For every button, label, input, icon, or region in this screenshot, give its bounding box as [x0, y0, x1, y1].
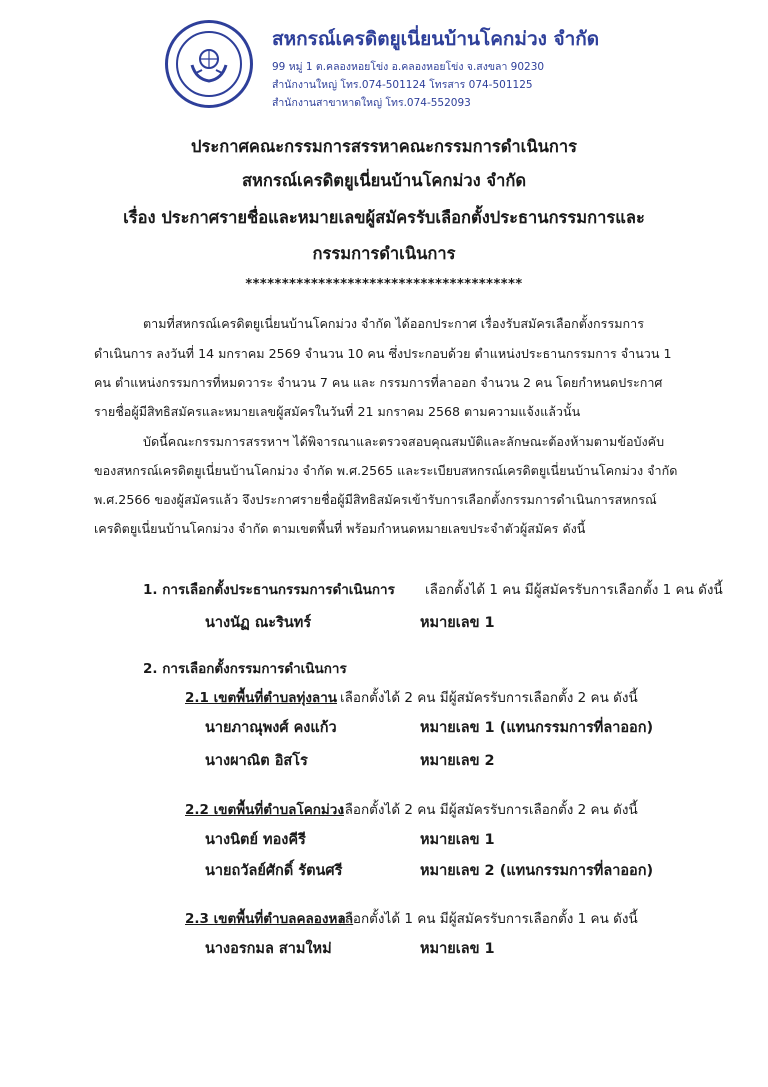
paragraph-2-line-1: บัดนี้คณะกรรมการสรรหาฯ ได้พิจารณาและตรวจสอบคุณสมบัติและลักษณะต้องห้ามตามข้อบังคับ [143, 434, 665, 449]
paragraph-2-line-2: ของสหกรณ์เครดิตยูเนี่ยนบ้านโคกม่วง จำกัด พ.ศ.2565 และระเบียบสหกรณ์เครดิตยูเนี่ยนบ้านโคกม่วง จำกัด [94, 463, 678, 478]
paragraph-1-line-1: ตามที่สหกรณ์เครดิตยูเนี่ยนบ้านโคกม่วง จำกัด ได้ออกประกาศ เรื่องรับสมัครเลือกตั้งกรรมการ [143, 316, 644, 331]
paragraph-1-line-2: ดำเนินการ ลงวันที่ 14 มกราคม 2569 จำนวน 10 คน ซึ่งประกอบด้วย ตำแหน่งประธานกรรมการ จำนวน 1 [94, 346, 672, 361]
org-address: 99 หมู่ 1 ต.คลองหอยโข่ง อ.คลองหอยโข่ง จ.สงขลา 90230 [272, 61, 545, 73]
section-1-detail: เลือกตั้งได้ 1 คน มีผู้สมัครรับการเลือกตั้ง 1 คน ดังนี้ [425, 582, 723, 598]
title-line-3: เรื่อง ประกาศรายชื่อและหมายเลขผู้สมัครรับเลือกตั้งประธานกรรมการและ [123, 208, 645, 227]
zone-detail: เลือกตั้งได้ 2 คน มีผู้สมัครรับการเลือกตั้ง 2 คน ดังนี้ [340, 690, 638, 706]
section-1-heading: 1. การเลือกตั้งประธานกรรมการดำเนินการ [143, 582, 395, 598]
candidate-name: นายภาณุพงศ์ คงแก้ว [205, 720, 337, 736]
paragraph-1-line-3: คน ตำแหน่งกรรมการที่หมดวาระ จำนวน 7 คน และ กรรมการที่ลาออก จำนวน 2 คน โดยกำหนดประกาศ [94, 375, 663, 390]
zone-label: 2.2 เขตพื้นที่ตำบลโคกม่วง [185, 802, 344, 818]
cooperative-logo [165, 20, 253, 108]
head-office-contact: สำนักงานใหญ่ โทร.074-501124 โทรสาร 074-501125 [272, 79, 533, 91]
star-divider: ************************************** [245, 277, 523, 292]
candidate-name: นางอรกมล สามใหม่ [205, 941, 332, 957]
zone-label: 2.3 เขตพื้นที่ตำบลคลองหลา [185, 911, 354, 927]
zone-detail: เลือกตั้งได้ 1 คน มีผู้สมัครรับการเลือกตั้ง 1 คน ดังนี้ [340, 911, 638, 927]
paragraph-2-line-4: เครดิตยูเนี่ยนบ้านโคกม่วง จำกัด ตามเขตพื้นที่ พร้อมกำหนดหมายเลขประจำตัวผู้สมัคร ดังนี้ [94, 521, 586, 536]
candidate-number: หมายเลข 2 (แทนกรรมการที่ลาออก) [420, 863, 654, 879]
candidate-number: หมายเลข 1 [420, 941, 495, 957]
title-line-2: สหกรณ์เครดิตยูเนี่ยนบ้านโคกม่วง จำกัด [241, 171, 527, 190]
candidate-name: นางผาณิต อิสโร [205, 753, 308, 769]
candidate-name: นายถวัลย์ศักดิ์ รัตนศรี [205, 863, 343, 879]
zone-detail: เลือกตั้งได้ 2 คน มีผู้สมัครรับการเลือกตั้ง 2 คน ดังนี้ [340, 802, 638, 818]
hands-globe-icon [168, 23, 250, 105]
paragraph-2-line-3: พ.ศ.2566 ของผู้สมัครแล้ว จึงประกาศรายชื่อผู้มีสิทธิสมัครเข้ารับการเลือกตั้งกรรมการดำเนินการสหกรณ์ [94, 492, 657, 507]
zone-label: 2.1 เขตพื้นที่ตำบลทุ่งลาน [185, 690, 338, 706]
candidate-number: หมายเลข 2 [420, 753, 495, 769]
candidate-name: นางนัฏ ณะรินทร์ [205, 615, 312, 631]
branch-office-contact: สำนักงานสาขาหาดใหญ่ โทร.074-552093 [272, 97, 471, 109]
section-2-heading: 2. การเลือกตั้งกรรมการดำเนินการ [143, 661, 347, 677]
paragraph-1-line-4: รายชื่อผู้มีสิทธิสมัครและหมายเลขผู้สมัครในวันที่ 21 มกราคม 2568 ตามความแจ้งแล้วนั้น [94, 404, 581, 419]
candidate-number: หมายเลข 1 (แทนกรรมการที่ลาออก) [420, 720, 654, 736]
candidate-number: หมายเลข 1 [420, 615, 495, 631]
org-name: สหกรณ์เครดิตยูเนี่ยนบ้านโคกม่วง จำกัด [272, 28, 600, 50]
title-line-4: กรรมการดำเนินการ [312, 244, 456, 263]
candidate-number: หมายเลข 1 [420, 832, 495, 848]
title-line-1: ประกาศคณะกรรมการสรรหาคณะกรรมการดำเนินการ [191, 137, 577, 156]
candidate-name: นางนิตย์ ทองคีรี [205, 832, 306, 848]
